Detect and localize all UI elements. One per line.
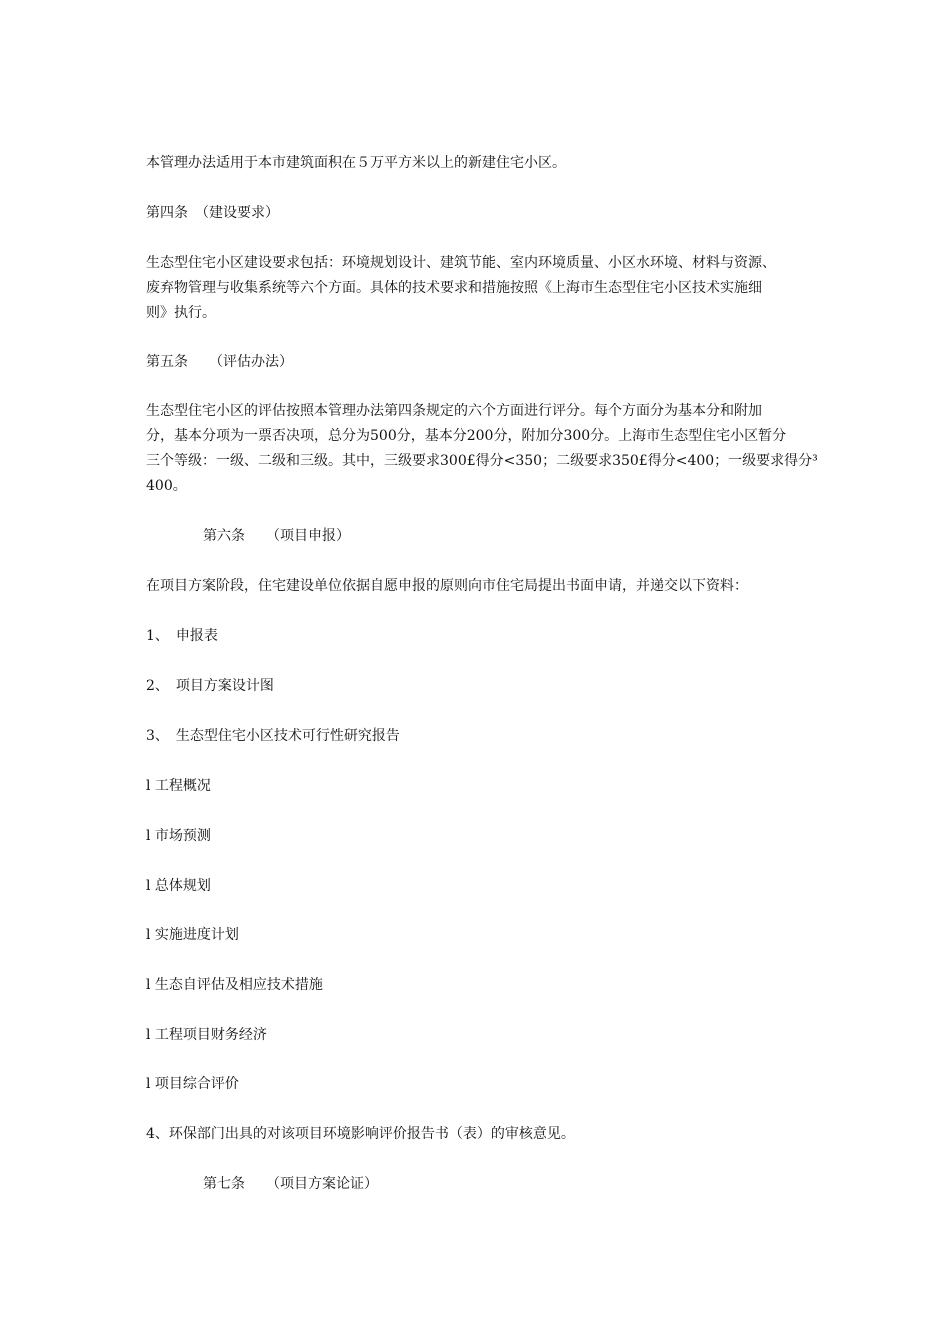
article-4-line: 则》执行。 (146, 305, 216, 321)
article-5-line: 三个等级：一级、二级和三级。其中，三级要求300£得分<350；二级要求350£得分<400；一级要求得分³ (146, 453, 818, 469)
article-4-line: 生态型住宅小区建设要求包括：环境规划设计、建筑节能、室内环境质量、小区水环境、材料与资源、 (146, 255, 776, 271)
sub-list-item: l 项目综合评价 (146, 1076, 239, 1092)
sub-list-item: l 工程概况 (146, 778, 211, 794)
article-5-line: 400。 (146, 478, 187, 494)
list-item: 3、 生态型住宅小区技术可行性研究报告 (146, 728, 400, 744)
sub-list-item: l 市场预测 (146, 828, 211, 844)
sub-list-item: l 总体规划 (146, 878, 211, 894)
sub-list-item: l 工程项目财务经济 (146, 1027, 267, 1043)
article-4-line: 废弃物管理与收集系统等六个方面。具体的技术要求和措施按照《上海市生态型住宅小区技术实施细 (146, 280, 762, 296)
list-item: 4、环保部门出具的对该项目环境影响评价报告书（表）的审核意见。 (146, 1126, 575, 1142)
sub-list-item: l 实施进度计划 (146, 927, 239, 943)
scope-paragraph: 本管理办法适用于本市建筑面积在５万平方米以上的新建住宅小区。 (146, 155, 566, 171)
article-4-body (146, 251, 810, 326)
article-5-body (146, 399, 818, 499)
sub-list-item: l 生态自评估及相应技术措施 (146, 977, 323, 993)
article-5-heading: 第五条 （评估办法） (146, 354, 293, 370)
article-4-heading: 第四条 （建设要求） (146, 205, 279, 221)
article-7-heading: 第七条 （项目方案论证） (203, 1176, 378, 1192)
list-item: 2、 项目方案设计图 (146, 678, 274, 694)
article-6-heading: 第六条 （项目申报） (203, 528, 350, 544)
article-6-intro: 在项目方案阶段，住宅建设单位依据自愿申报的原则向市住宅局提出书面申请，并递交以下资料： (146, 578, 748, 594)
article-5-line: 生态型住宅小区的评估按照本管理办法第四条规定的六个方面进行评分。每个方面分为基本分和附加 (146, 403, 762, 419)
list-item: 1、 申报表 (146, 628, 218, 644)
article-5-line: 分，基本分项为一票否决项，总分为500分，基本分200分，附加分300分。上海市生态型住宅小区暂分 (146, 428, 787, 444)
